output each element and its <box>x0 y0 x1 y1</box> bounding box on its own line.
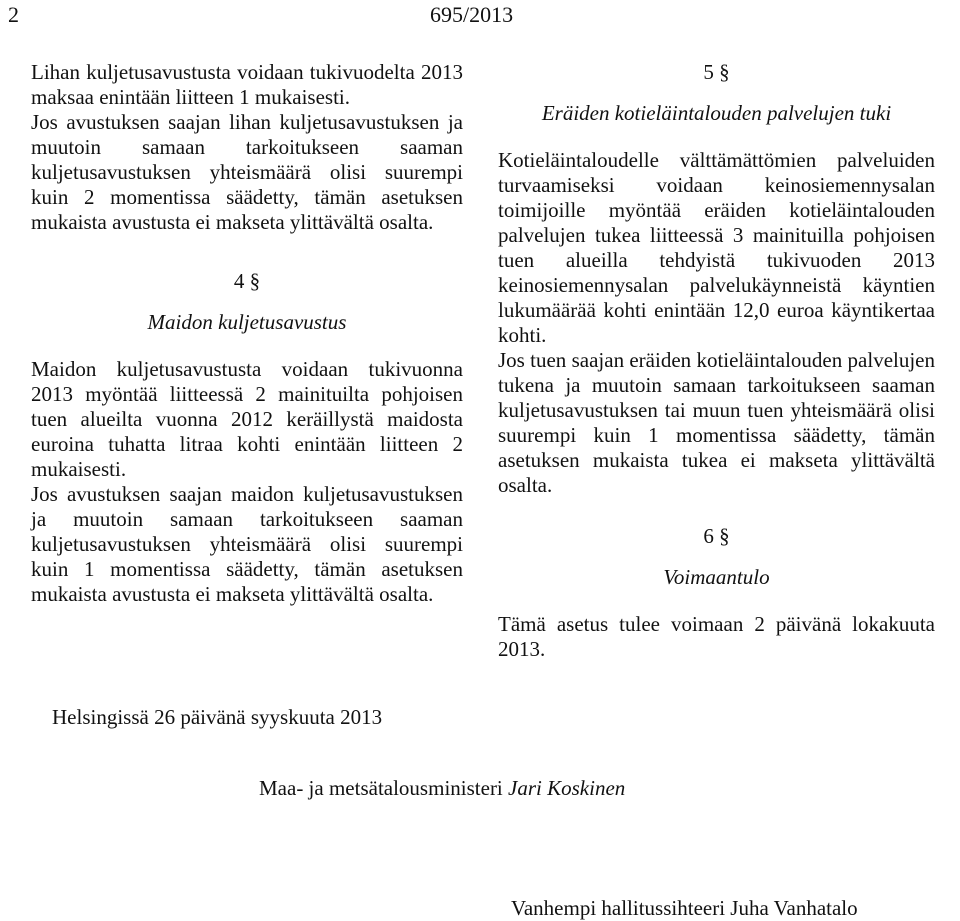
document-number: 695/2013 <box>430 2 514 27</box>
page-number: 2 <box>8 2 19 27</box>
section-6-title: Voimaantulo <box>663 565 770 589</box>
official-signature: Vanhempi hallitussihteeri Juha Vanhatalo <box>511 896 858 920</box>
section-5-title: Eräiden kotieläintalouden palvelujen tuki <box>541 101 892 125</box>
section-4-title: Maidon kuljetusavustus <box>147 310 347 334</box>
right-column <box>498 60 935 662</box>
left-column <box>31 60 463 607</box>
minister-title: Maa- ja metsätalousministeri <box>259 776 503 800</box>
entry-into-force-paragraph: Tämä asetus tulee voimaan 2 päivänä lokakuuta 2013. <box>498 612 935 661</box>
meat-transport-paragraph-1: Lihan kuljetusavustusta voidaan tukivuodelta 2013 maksaa enintään liitteen 1 mukaisesti. <box>31 60 463 109</box>
meat-transport-paragraph-2: Jos avustuksen saajan lihan kuljetusavustuksen ja muutoin samaan tarkoitukseen saaman kuljetusavustuksen yhteismäärä olisi suurempi kuin 2 momentissa säädetty, tämän asetuksen mukaista avustusta ei makseta ylittävältä osalta. <box>31 110 463 234</box>
minister-name: Jari Koskinen <box>508 776 626 800</box>
livestock-services-paragraph-2: Jos tuen saajan eräiden kotieläintalouden palvelujen tukena ja muutoin samaan tarkoitukseen saaman kuljetusavustuksen tai muun tuen yhteismäärä olisi suurempi kuin 1 momentissa säädetty, tämän asetuksen mukaista tukea ei makseta ylittävältä osalta. <box>498 348 935 497</box>
livestock-services-paragraph-1: Kotieläintaloudelle välttämättömien palveluiden turvaamiseksi voidaan keinosiemennysalan toimijoille myöntää eräiden kotieläintalouden palvelujen tukea liitteessä 3 mainituilla pohjoisen tuen alueilla tehdyistä tukivuoden 2013 keinosiemennysalan palvelukäynneistä käyntien lukumäärää kohti enintään 12,0 euroa käyntikertaa kohti. <box>498 148 935 347</box>
section-5-heading: 5 § <box>703 60 730 84</box>
minister-signature <box>259 776 625 801</box>
section-6-heading: 6 § <box>703 524 730 548</box>
milk-transport-paragraph-1: Maidon kuljetusavustusta voidaan tukivuonna 2013 myöntää liitteessä 2 mainituilta pohjoisen tuen alueilta vuonna 2012 keräillystä maidosta euroina tuhatta litraa kohti enintään liitteen 2 mukaisesti. <box>31 357 463 481</box>
milk-transport-paragraph-2: Jos avustuksen saajan maidon kuljetusavustuksen ja muutoin samaan tarkoitukseen saaman kuljetusavustuksen yhteismäärä olisi suurempi kuin 1 momentissa säädetty, tämän asetuksen mukaista avustusta ei makseta ylittävältä osalta. <box>31 482 463 606</box>
section-4-heading: 4 § <box>233 269 261 293</box>
signature-place-date: Helsingissä 26 päivänä syyskuuta 2013 <box>52 705 383 729</box>
